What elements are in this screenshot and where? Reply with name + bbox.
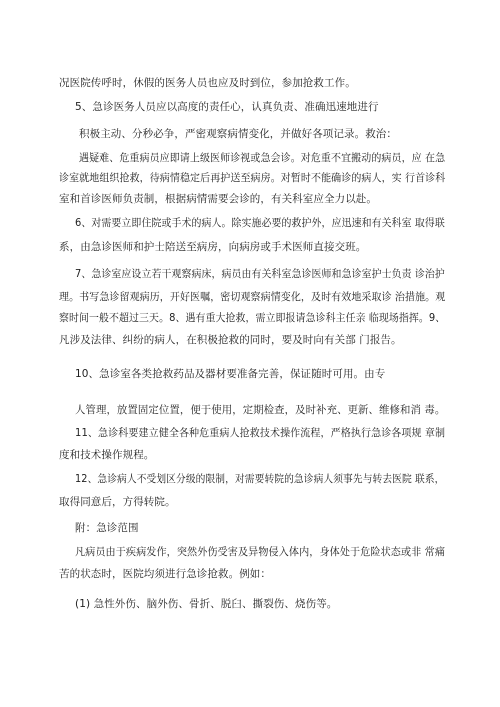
text-line-21: 苦的状态时，医院均须进行急诊抢救。例如： [59,568,271,580]
text-line-8: 系，由急诊医师和护士陪送至病房，向病房或手术医师直接交班。 [59,241,367,253]
text-line-7: 6、对需要立即住院或手术的病人。除实施必要的救护外，应迅速和有关科室 取得联 [75,217,445,229]
text-line-17: 12、急诊病人不受划区分级的限制，对需要转院的急诊病人须事先与转去医院 联系， [75,473,445,485]
text-line-16: 度和技术操作规程。 [59,449,155,461]
text-line-6: 室和首诊医师负责制，根据病情需要会诊的，有关科室应全力以赴。 [59,193,377,205]
text-line-10: 理。书写急诊留观病历，开好医嘱，密切观察病情变化，及时有效地采取诊 治措施。观 [59,291,446,303]
text-line-2: 5、急诊医务人员应以高度的责任心，认真负责、准确迅速地进行 [75,101,379,113]
text-line-9: 7、急诊室应设立若干观察病床，病员由有关科室急诊医师和急诊室护士负责 诊治护 [75,268,445,280]
text-line-15: 11、急诊科要建立健全各种危重病人抢救技术操作流程，严格执行急诊各项规 章制 [75,427,446,439]
text-line-4: 遇疑难、危重病员应即请上级医师诊视或急会诊。对危重不宜搬动的病员，应 在急 [79,152,446,164]
text-line-13: 10、急诊室各类抢救药品及器材要准备完善，保证随时可用。由专 [75,368,386,380]
text-line-12: 凡涉及法律、纠纷的病人，在积极抢救的同时，要及时向有关部 门报告。 [59,334,402,346]
text-line-1: 况医院传呼时，休假的医务人员也应及时到位，参加抢救工作。 [59,77,356,89]
text-line-22: (1) 急性外伤、脑外伤、骨折、脱臼、撕裂伤、烧伤等。 [75,598,338,610]
text-line-18: 取得同意后，方得转院。 [59,496,176,508]
text-line-11: 察时间一般不超过三天。8、遇有重大抢救，需立即报请急诊科主任亲 临现场指挥。9、 [59,312,446,324]
text-line-5: 诊室就地组织抢救，待病情稳定后再护送至病房。对暂时不能确诊的病人，实 行首诊科 [59,172,446,184]
text-line-19: 附：急诊范围 [75,522,139,534]
text-line-3: 积极主动、分秒必争，严密观察病情变化，并做好各项记录。救治： [79,128,397,140]
text-line-14: 人管理，放置固定位置，便于使用，定期检查，及时补充、更新、维修和消 毒。 [75,404,446,416]
text-line-20: 凡病员由于疾病发作，突然外伤受害及异物侵入体内，身体处于危险状态或非 常痛 [75,546,446,558]
